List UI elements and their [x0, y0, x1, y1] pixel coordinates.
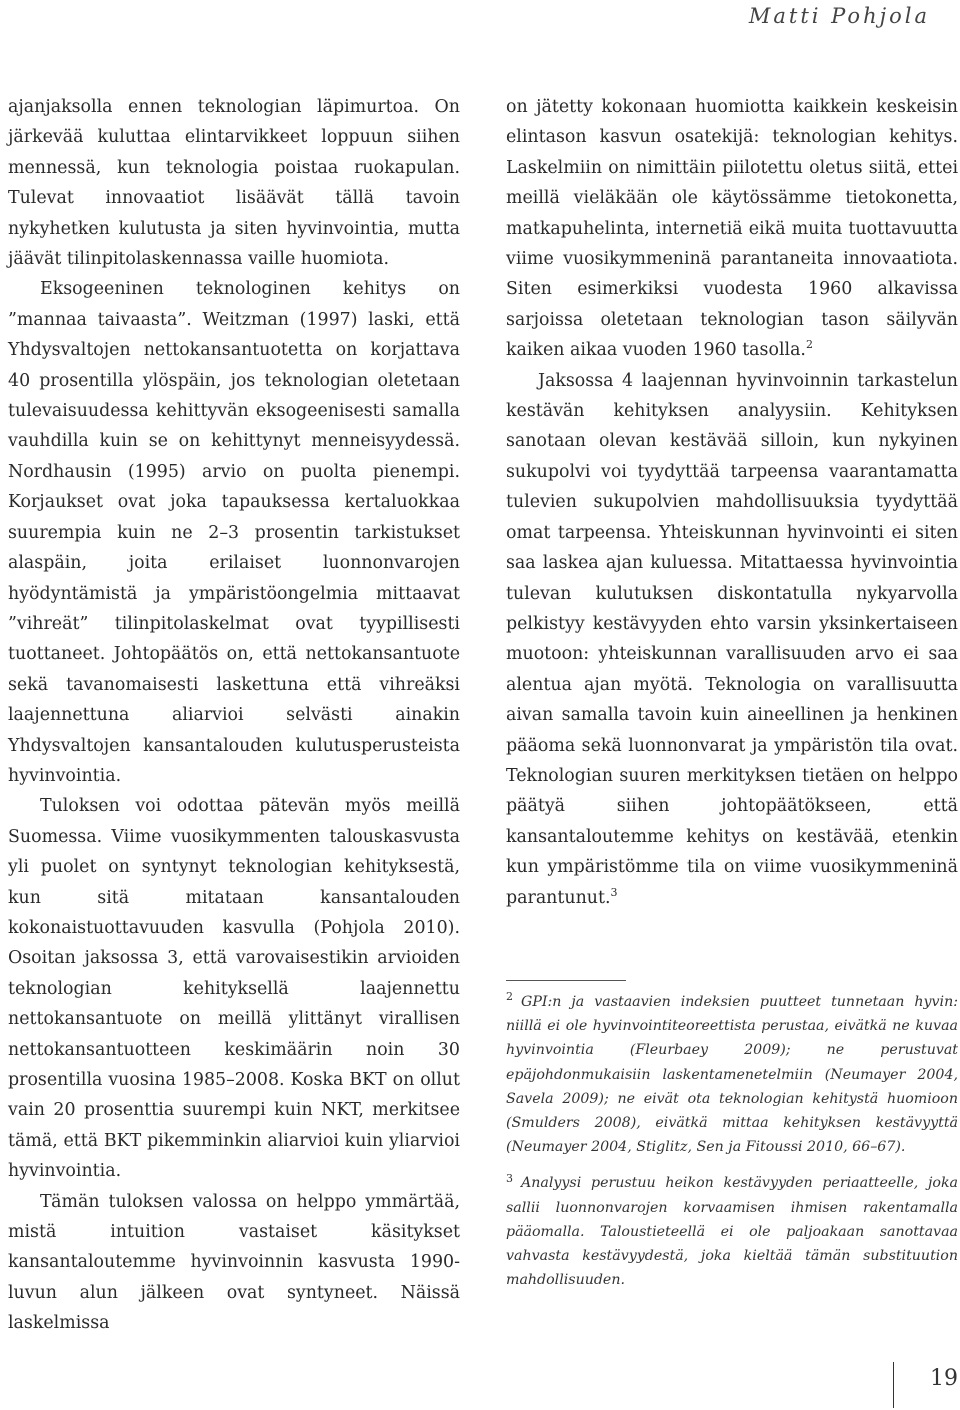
footnote-3-text: Analyysi perustuu heikon kestävyyden periaatteelle, joka sallii luonnonvarojen korvaamisen ihmisen rakentamalla pääomalla. Taloustieteellä ei ole paljoakaan sanottavaa vahvasta kestävyydestä, joka kieltää tämän substituution mahdollisuuden.	[506, 1175, 958, 1289]
right-paragraph-1-text: on jätetty kokonaan huomiotta kaikkein keskeisin elintason kasvun osatekijä: teknologian kehitys. Laskelmiin on nimittäin piilotettu oletus siitä, ettei meillä vieläkään ole käytössämme tietokonetta, matkapuhelinta, internetiä eikä muita tuottavuutta viime vuosikymmeninä parantaneita innovaatiota. Siten esimerkiksi vuodesta 1960 alkavissa sarjoissa oletetaan teknologian tason säilyvän kaiken aikaa vuoden 1960 tasolla.	[506, 97, 958, 361]
left-paragraph-4: Tämän tuloksen valossa on helppo ymmärtää, mistä intuition vastaiset käsitykset kansantaloutemme hyvinvoinnin kasvusta 1990-luvun alun jälkeen ovat syntyneet. Näissä laskelmissa	[8, 1191, 460, 1334]
right-column	[506, 92, 958, 913]
right-paragraph-1	[506, 92, 958, 366]
left-paragraph-2: Eksogeeninen teknologinen kehitys on ”mannaa taivaasta”. Weitzman (1997) laski, että Yhdysvaltojen nettokansantuotetta on korjattava 40 prosentilla ylöspäin, jos teknologian oletetaan tulevaisuudessa kehittyvän eksogeenisesti samalla vauhdilla kuin se on kehittynyt menneisyydessä. Nordhausin (1995) arvio on puolta pienempi. Korjaukset ovat joka tapauksessa kertaluokkaa suurempia kuin ne 2–3 prosentin tarkistukset alaspäin, joita erilaiset luonnonvarojen hyödyntämistä ja ympäristöongelmia mittaavat ”vihreät” tilinpitolaskelmat ovat tyypillisesti tuottaneet. Johtopäätös on, että nettokansantuote sekä tavanomaisesti laskettuna että vihreäksi laajennettuna aliarvioi selvästi ainakin Yhdysvaltojen kansantalouden kulutusperusteista hyvinvointia.	[8, 279, 460, 786]
footnote-3	[506, 1171, 958, 1292]
right-paragraph-2	[506, 366, 958, 913]
page-number-rule	[893, 1362, 894, 1408]
footnote-2-number: 2	[506, 990, 513, 1004]
left-paragraph-1: ajanjaksolla ennen teknologian läpimurtoa. On järkevää kuluttaa elintarvikkeet loppuun siihen mennessä, kun teknologia poistaa ruokapulan. Tulevat innovaatiot lisäävät tällä tavoin nykyhetken kulutusta ja siten hyvinvointia, mutta jäävät tilinpitolaskennassa vaille huomiota.	[8, 97, 460, 270]
footnote-2-text: GPI:n ja vastaavien indeksien puutteet tunnetaan hyvin: niillä ei ole hyvinvointiteoreettista perustaa, eivätkä ne kuvaa hyvinvointia (Fleurbaey 2009); ne perustuvat epäjohdonmukaisiin laskentamenetelmiin (Neumayer 2004, Savela 2009); ne eivät ota teknologian kehitystä huomioon (Smulders 2008), eivätkä mittaa kehityksen kestävyyttä (Neumayer 2004, Stiglitz, Sen ja Fitoussi 2010, 66–67).	[506, 994, 958, 1156]
footnote-ref-2[interactable]: 2	[805, 338, 813, 352]
running-head: Matti Pohjola	[748, 4, 930, 28]
page-number: 19	[930, 1366, 958, 1391]
footnote-2	[506, 990, 958, 1159]
footnote-3-number: 3	[506, 1171, 513, 1185]
left-column	[8, 92, 460, 1339]
footnote-ref-3[interactable]: 3	[610, 885, 618, 899]
right-paragraph-2-text: Jaksossa 4 laajennan hyvinvoinnin tarkastelun kestävän kehityksen analyysiin. Kehityksen sanotaan olevan kestävää silloin, kun nykyinen sukupolvi voi tyydyttää tarpeensa vaarantamatta tulevien sukupolvien mahdollisuuksia tyydyttää omat tarpeensa. Yhteiskunnan hyvinvointi ei siten saa laskea ajan kuluessa. Mitattaessa hyvinvointia tulevan kulutuksen diskontatulla nykyarvolla pelkistyy kestävyyden ehto varsin yksinkertaiseen muotoon: yhteiskunnan varallisuuden arvo ei saa alentua ajan myötä. Teknologia on varallisuutta aivan samalla tavoin kuin aineellinen ja henkinen pääoma sekä luonnonvarat ja ympäristön tila ovat. Teknologian suuren merkityksen tietäen on helppo päätyä siihen johtopäätökseen, että kansantaloutemme kehitys on kestävää, etenkin kun ympäristömme tila on viime vuosikymmeninä parantunut.	[506, 370, 958, 908]
footnotes	[506, 990, 958, 1304]
left-paragraph-3: Tuloksen voi odottaa pätevän myös meillä Suomessa. Viime vuosikymmenten talouskasvusta yli puolet on syntynyt teknologian kehityksestä, kun sitä mitataan kansantalouden kokonaistuottavuuden kasvulla (Pohjola 2010). Osoitan jaksossa 3, että varovaisestikin arvioiden teknologian kehityksellä laajennettu nettokansantuote on meillä ylittänyt virallisen nettokansantuotteen keskimäärin noin 30 prosentilla vuosina 1985–2008. Koska BKT on ollut vain 20 prosenttia suurempi kuin NKT, merkitsee tämä, että BKT pikemminkin aliarvioi kuin yliarvioi hyvinvointia.	[8, 796, 460, 1182]
footnote-divider	[506, 980, 626, 981]
